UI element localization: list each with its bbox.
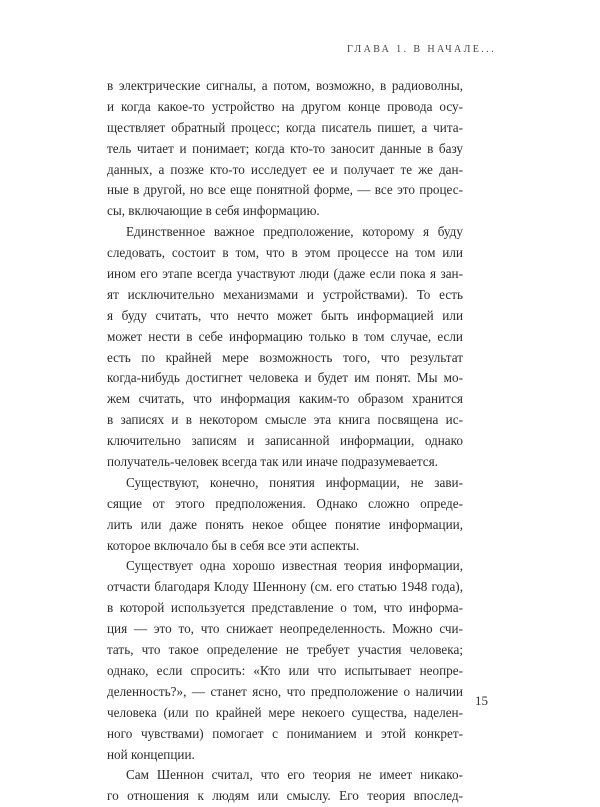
text-line: сы, включающие в себя информацию. <box>107 203 320 219</box>
text-line: сящие от этого предположения. Однако сложно опреде- <box>107 495 463 511</box>
paragraph <box>107 556 463 765</box>
text-line: которое включало бы в себя все эти аспекты. <box>107 537 360 553</box>
paragraph <box>107 765 463 807</box>
text-line: я буду считать, что нечто может быть информацией или <box>107 307 463 323</box>
text-line: и когда какое-то устройство на другом конце провода осу- <box>107 98 463 114</box>
text-line: когда-нибудь достигнет человека и будет им понят. Мы мо- <box>107 370 463 386</box>
text-line: деленность?», — станет ясно, что предположение о наличии <box>107 683 463 699</box>
paragraph <box>107 76 463 222</box>
text-line: ществляет обратный процесс; когда писатель пишет, а чита- <box>107 119 463 135</box>
text-line: Существует одна хорошо известная теория информации, <box>126 558 463 574</box>
text-line: Сам Шеннон считал, что его теория не имеет никако- <box>126 767 463 783</box>
text-line: го отношения к людям или смыслу. Его теория впослед- <box>107 788 463 804</box>
text-line: ят исключительно механизмами и устройствами). То есть <box>107 286 463 302</box>
page-number: 15 <box>475 693 488 708</box>
text-line: данных, а позже кто-то исследует ее и получает те же дан- <box>107 161 463 177</box>
paragraph <box>107 222 463 473</box>
paragraph <box>107 473 463 557</box>
text-line: получатель-человек всегда так или иначе подразумевается. <box>107 454 438 470</box>
text-line: в которой используется представление о том, что информа- <box>107 600 463 616</box>
text-line: Единственное важное предположение, которому я буду <box>126 224 463 240</box>
text-line: Существуют, конечно, понятия информации, не зави- <box>126 474 463 490</box>
text-line: жем считать, что информация каким-то образом хранится <box>107 391 463 407</box>
text-line: ные в другой, но все еще понятной форме, — все это процес- <box>107 182 463 198</box>
text-line: в записях и в некотором смысле эта книга посвящена ис- <box>107 412 463 428</box>
text-line: человека (или по крайней мере некоего существа, наделен- <box>107 704 463 720</box>
text-line: ция — это то, что снижает неопределенность. Можно счи- <box>107 621 463 637</box>
text-line: тать, что такое определение не требует участия человека; <box>107 642 463 658</box>
text-line: лить или даже понять некое общее понятие информации, <box>107 516 463 532</box>
text-line: отчасти благодаря Клоду Шеннону (см. его статью 1948 года), <box>107 579 463 595</box>
text-line: в электрические сигналы, а потом, возможно, в радиоволны, <box>107 78 463 93</box>
text-line: ключительно записям и записанной информации, однако <box>107 433 463 449</box>
text-line: однако, если спросить: «Кто или что испытывает неопре- <box>107 662 463 678</box>
text-line: может нести в себе информацию только в том случае, если <box>107 328 463 344</box>
text-line: следовать, состоит в том, что в этом процессе на том или <box>107 245 463 261</box>
text-line: ином его этапе всегда участвуют люди (даже если пока я зан- <box>107 266 463 282</box>
running-head: ГЛАВА 1. В НАЧАЛЕ... <box>346 44 496 55</box>
text-line: тель читает и понимает; когда кто-то заносит данные в базу <box>107 140 463 156</box>
text-line: есть по крайней мере возможность того, что результат <box>107 349 463 365</box>
body-text <box>107 76 463 807</box>
text-line: ной концепции. <box>107 746 195 762</box>
text-line: ного чувствами) помогает с пониманием и этой конкрет- <box>107 725 463 741</box>
